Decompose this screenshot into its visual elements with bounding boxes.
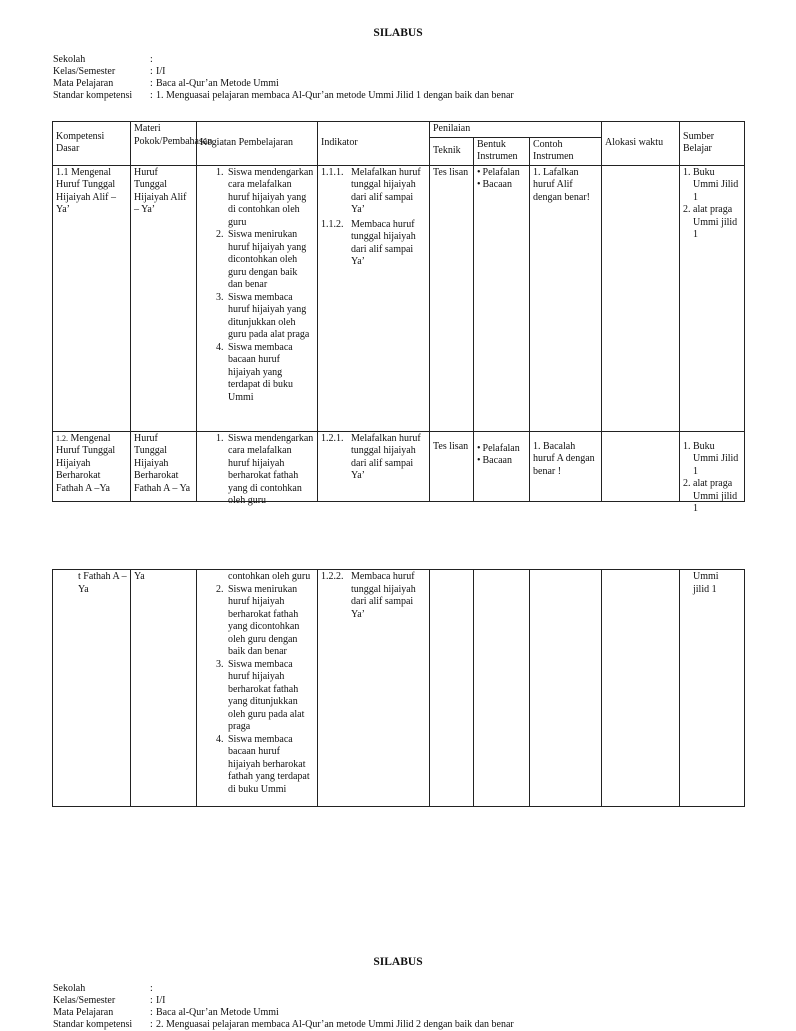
list-item: 1. Buku Ummi Jilid 1 (693, 167, 741, 205)
materi-cell: Huruf Tunggal Hijaiyah Berharokat Fathah A – Ya (131, 431, 197, 501)
alokasi-cell (602, 431, 680, 501)
syllabus-table-continued (52, 569, 745, 807)
meta-row-mapel: Mata Pelajaran : Baca al-Qur’an Metode Ummi (53, 1007, 279, 1018)
header-sumber: Sumber Belajar (680, 122, 745, 166)
sumber-cell-continued: Ummi jilid 1 (680, 570, 745, 807)
meta-row-mapel: Mata Pelajaran : Baca al-Qur’an Metode Ummi (53, 78, 279, 89)
meta-value: Baca al-Qur’an Metode Ummi (156, 1007, 279, 1018)
list-item: 4. Siswa membaca bacaan huruf hijaiyah berharokat fathah yang terdapat di buku Ummi (226, 734, 314, 797)
list-item: • Pelafalan (477, 167, 526, 180)
meta-row-sekolah: Sekolah : (53, 54, 153, 65)
teknik-cell: Tes lisan (430, 431, 474, 501)
list-item: 3. Siswa membaca huruf hijaiyah yang ditunjukkan oleh guru pada alat praga (226, 292, 314, 342)
meta-label: Sekolah (53, 983, 86, 994)
meta-label: Kelas/Semester (53, 995, 116, 1006)
meta-value: I/I (156, 995, 166, 1006)
teknik-cell: Tes lisan (430, 165, 474, 431)
indikator-cell-continued (318, 570, 430, 807)
syllabus-meta (53, 54, 514, 102)
kd-cell: 1.2. Mengenal Huruf Tunggal Hijaiyah Berharokat Fathah A –Ya (53, 431, 131, 501)
kd-cell: 1.1 Mengenal Huruf Tunggal Hijaiyah Alif –Ya’ (53, 165, 131, 431)
header-contoh: Contoh Instrumen (530, 137, 602, 165)
list-item: • Bacaan (477, 455, 526, 468)
kegiatan-cell (197, 431, 318, 506)
contoh-cell: 1. Lafalkan huruf Alif dengan benar! (530, 165, 602, 431)
meta-label: Kelas/Semester (53, 66, 116, 77)
list-item: 1. Buku Ummi Jilid 1 (693, 441, 741, 479)
header-kompetensi: Kompetensi Dasar (53, 122, 131, 166)
header-bentuk: Bentuk Instrumen (474, 137, 530, 165)
syllabus-meta-2 (53, 983, 514, 1031)
list-item: • Pelafalan (477, 443, 526, 456)
page-title: SILABUS (373, 27, 423, 39)
page-title-2: SILABUS (373, 956, 423, 968)
sumber-cell (680, 165, 745, 431)
list-item: 1. Siswa mendengarkan cara melafalkan huruf hijaiyah berharokat fathah yang di contohkan oleh guru (226, 433, 314, 508)
meta-value: I/I (156, 66, 166, 77)
meta-row-standar: Standar kompetensi : 1. Menguasai pelajaran membaca Al-Qur’an metode Ummi Jilid 1 dengan baik dan benar (53, 90, 514, 101)
header-penilaian: Penilaian (430, 122, 602, 138)
list-item: 2. Siswa menirukan huruf hijaiyah berharokat fathah yang dicontohkan oleh guru dengan baik dan benar (226, 584, 314, 659)
bentuk-cell (474, 165, 530, 431)
list-item: • Bacaan (477, 179, 526, 192)
table-row (53, 431, 745, 501)
list-item: 2. alat praga Ummi jilid 1 (693, 204, 741, 242)
list-item: 3. Siswa membaca huruf hijaiyah berharokat fathah yang ditunjukkan oleh guru pada alat praga (226, 659, 314, 734)
syllabus-table (52, 121, 745, 514)
meta-label: Standar kompetensi (53, 1019, 133, 1030)
header-teknik: Teknik (430, 137, 474, 165)
kegiatan-cell (197, 165, 318, 431)
header-kegiatan: Kegiatan Pembelajaran (197, 122, 318, 166)
materi-cell-continued: Ya (131, 570, 197, 807)
header-alokasi: Alokasi waktu (602, 122, 680, 166)
meta-row-kelas: Kelas/Semester : I/I (53, 995, 166, 1006)
kegiatan-cell-continued: contohkan oleh guru 2. Siswa menirukan huruf hijaiyah berharokat fathah yang dicontohkan oleh guru dengan baik dan benar 3. Siswa membaca huruf hijaiyah berharokat fathah yang ditunjukkan oleh guru pada alat praga 4. Siswa membaca bacaan huruf hijaiyah berharokat fathah yang terdapat di buku Ummi (197, 570, 318, 807)
indikator-item: 1.1.2. Membaca huruf tunggal hijaiyah dari alif sampai Ya’ (321, 218, 416, 267)
meta-row-kelas: Kelas/Semester : I/I (53, 66, 166, 77)
meta-label: Standar kompetensi (53, 90, 133, 101)
header-indikator: Indikator (318, 122, 430, 166)
materi-cell: Huruf Tunggal Hijaiyah Alif – Ya’ (131, 165, 197, 431)
kd-cell-continued: t Fathah A –Ya (53, 570, 131, 807)
meta-label: Mata Pelajaran (53, 78, 114, 89)
indikator-cell (318, 165, 430, 431)
indikator-cell (318, 431, 430, 501)
indikator-item: 1.2.2. Membaca huruf tunggal hijaiyah dari alif sampai Ya’ (321, 571, 416, 620)
indikator-item: 1.2.1. Melafalkan huruf tunggal hijaiyah dari alif sampai Ya’ (321, 432, 421, 481)
list-item: 1. Siswa mendengarkan cara melafalkan huruf hijaiyah yang di contohkan oleh guru (226, 167, 314, 230)
meta-value: 2. Menguasai pelajaran membaca Al-Qur’an metode Ummi Jilid 2 dengan baik dan benar (156, 1019, 514, 1030)
list-item: 2. Siswa menirukan huruf hijaiyah yang dicontohkan oleh guru dengan baik dan benar (226, 229, 314, 292)
list-item: 2. alat praga Ummi jilid 1 (693, 478, 741, 516)
table-row (53, 570, 745, 807)
meta-row-sekolah: Sekolah : (53, 983, 153, 994)
meta-label: Sekolah (53, 54, 86, 65)
alokasi-cell (602, 165, 680, 431)
meta-value: Baca al-Qur’an Metode Ummi (156, 78, 279, 89)
meta-label: Mata Pelajaran (53, 1007, 114, 1018)
table-row (53, 165, 745, 431)
list-item: 4. Siswa membaca bacaan huruf hijaiyah yang terdapat di buku Ummi (226, 342, 314, 405)
indikator-item: 1.1.1. Melafalkan huruf tunggal hijaiyah dari alif sampai Ya’ (321, 166, 421, 215)
meta-value: 1. Menguasai pelajaran membaca Al-Qur’an metode Ummi Jilid 1 dengan baik dan benar (156, 90, 514, 101)
contoh-cell: 1. Bacalah huruf A dengan benar ! (530, 431, 602, 501)
bentuk-cell (474, 431, 530, 501)
header-materi: Materi Pokok/Pembahasan (131, 122, 197, 166)
meta-row-standar: Standar kompetensi : 2. Menguasai pelajaran membaca Al-Qur’an metode Ummi Jilid 2 dengan baik dan benar (53, 1019, 514, 1030)
sumber-cell (680, 431, 745, 514)
